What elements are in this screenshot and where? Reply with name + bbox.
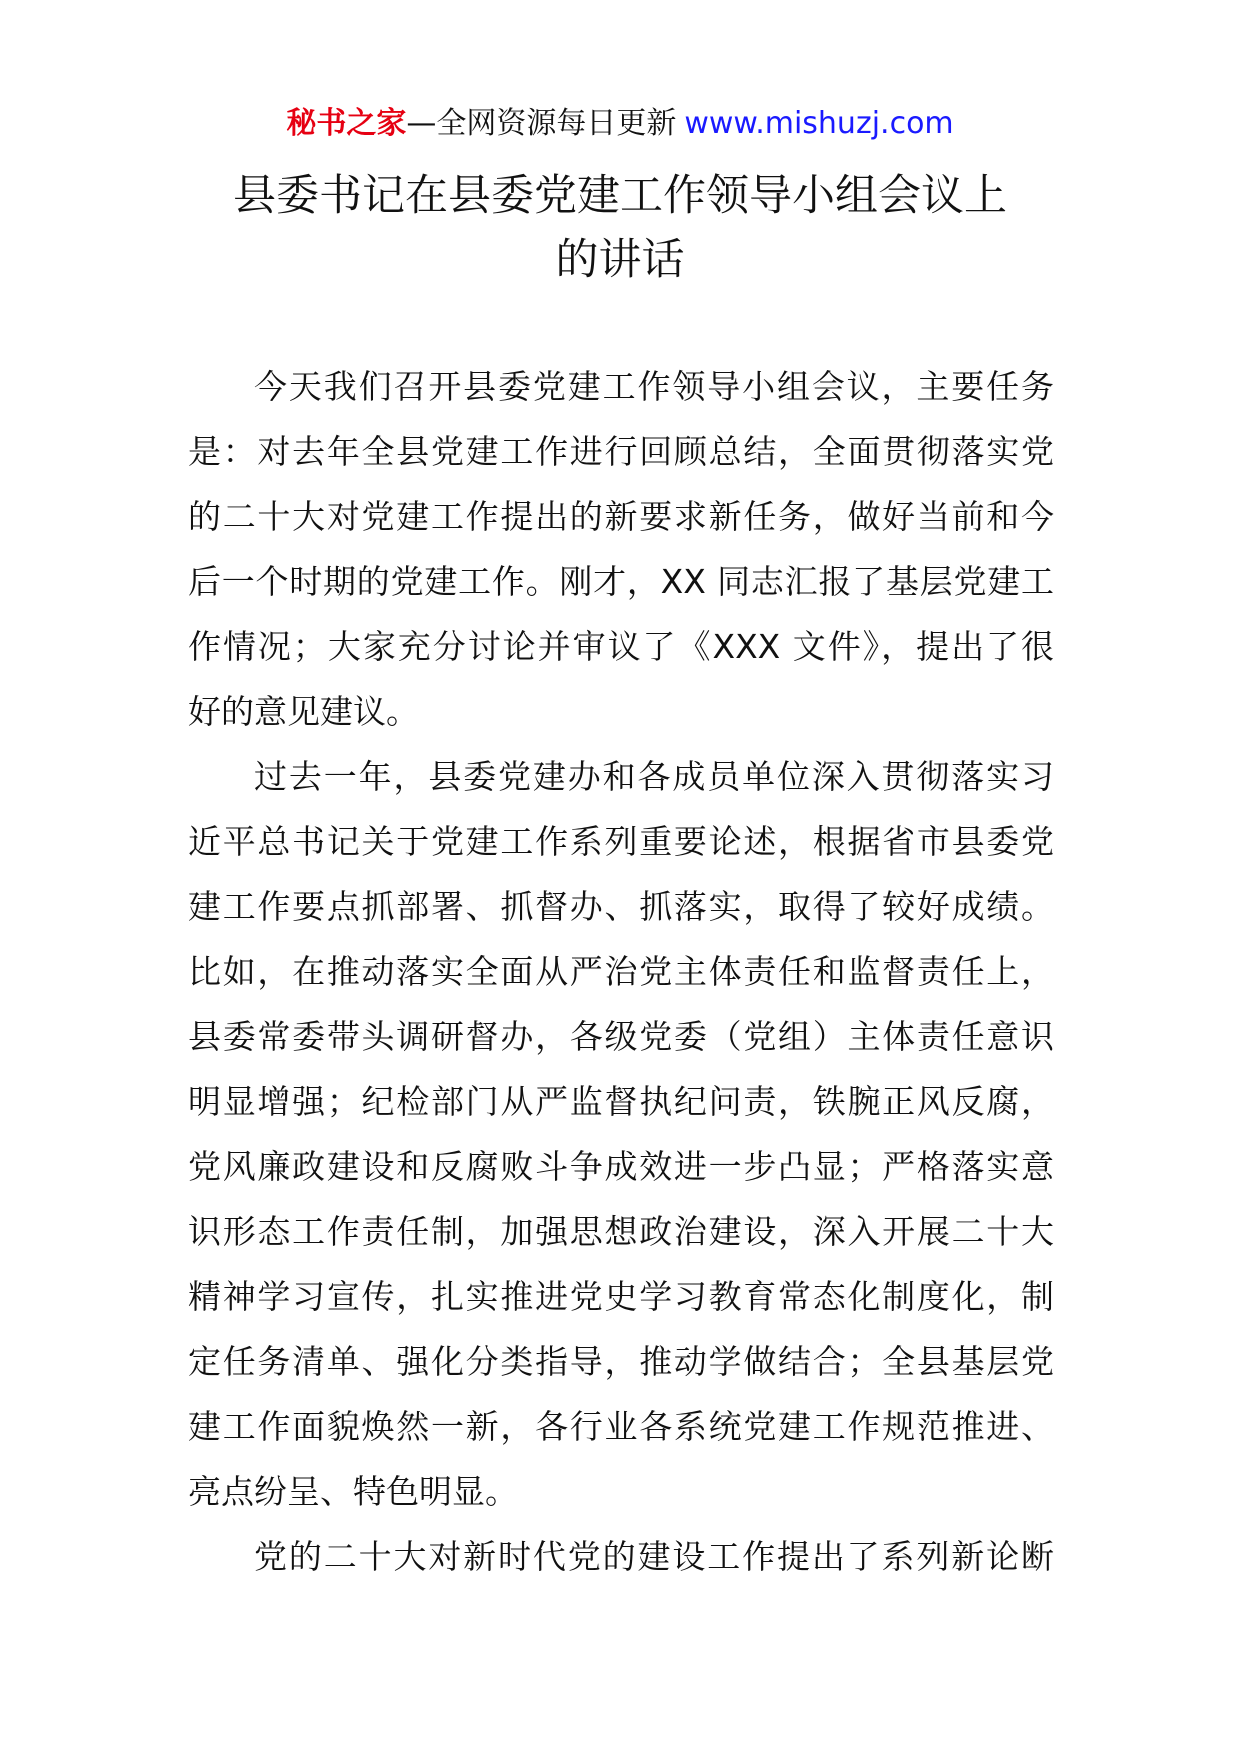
paragraph-line: 县委常委带头调研督办，各级党委（党组）主体责任意识 xyxy=(188,1017,1054,1056)
title-line-1: 县委书记在县委党建工作领导小组会议上 xyxy=(233,171,1007,221)
site-header xyxy=(0,104,1240,144)
paragraph-3 xyxy=(188,1524,1054,1589)
paragraph-line: 是：对去年全县党建工作进行回顾总结，全面贯彻落实党 xyxy=(188,432,1054,471)
paragraph-line: 建工作面貌焕然一新，各行业各系统党建工作规范推进、 xyxy=(188,1407,1054,1446)
brand-name: 秘书之家 xyxy=(286,106,407,141)
paragraph-line: 亮点纷呈、特色明显。 xyxy=(188,1472,518,1511)
document-title xyxy=(200,164,1040,292)
site-url-link[interactable]: www.mishuzj.com xyxy=(684,106,954,141)
title-line-2: 的讲话 xyxy=(555,235,685,285)
paragraph-line: 近平总书记关于党建工作系列重要论述，根据省市县委党 xyxy=(188,822,1054,861)
document-body xyxy=(188,354,1054,1589)
paragraph-line: 今天我们召开县委党建工作领导小组会议，主要任务 xyxy=(254,367,1054,406)
paragraph-line: 明显增强；纪检部门从严监督执纪问责，铁腕正风反腐， xyxy=(188,1082,1054,1121)
paragraph-line: 定任务清单、强化分类指导，推动学做结合；全县基层党 xyxy=(188,1342,1054,1381)
paragraph-line: 后一个时期的党建工作。刚才，XX 同志汇报了基层党建工 xyxy=(188,562,1054,601)
paragraph-line: 精神学习宣传，扎实推进党史学习教育常态化制度化，制 xyxy=(188,1277,1054,1316)
paragraph-1 xyxy=(188,354,1054,744)
paragraph-line: 过去一年，县委党建办和各成员单位深入贯彻落实习 xyxy=(254,757,1054,796)
paragraph-line: 比如，在推动落实全面从严治党主体责任和监督责任上， xyxy=(188,952,1054,991)
paragraph-line: 党风廉政建设和反腐败斗争成效进一步凸显；严格落实意 xyxy=(188,1147,1054,1186)
paragraph-2 xyxy=(188,744,1054,1524)
paragraph-line: 党的二十大对新时代党的建设工作提出了系列新论断 xyxy=(254,1537,1054,1576)
paragraph-line: 好的意见建议。 xyxy=(188,692,419,731)
header-tagline: —全网资源每日更新 xyxy=(406,106,677,141)
paragraph-line: 建工作要点抓部署、抓督办、抓落实，取得了较好成绩。 xyxy=(188,887,1054,926)
paragraph-line: 识形态工作责任制，加强思想政治建设，深入开展二十大 xyxy=(188,1212,1054,1251)
paragraph-line: 作情况；大家充分讨论并审议了《XXX 文件》，提出了很 xyxy=(188,627,1054,666)
paragraph-line: 的二十大对党建工作提出的新要求新任务，做好当前和今 xyxy=(188,497,1054,536)
